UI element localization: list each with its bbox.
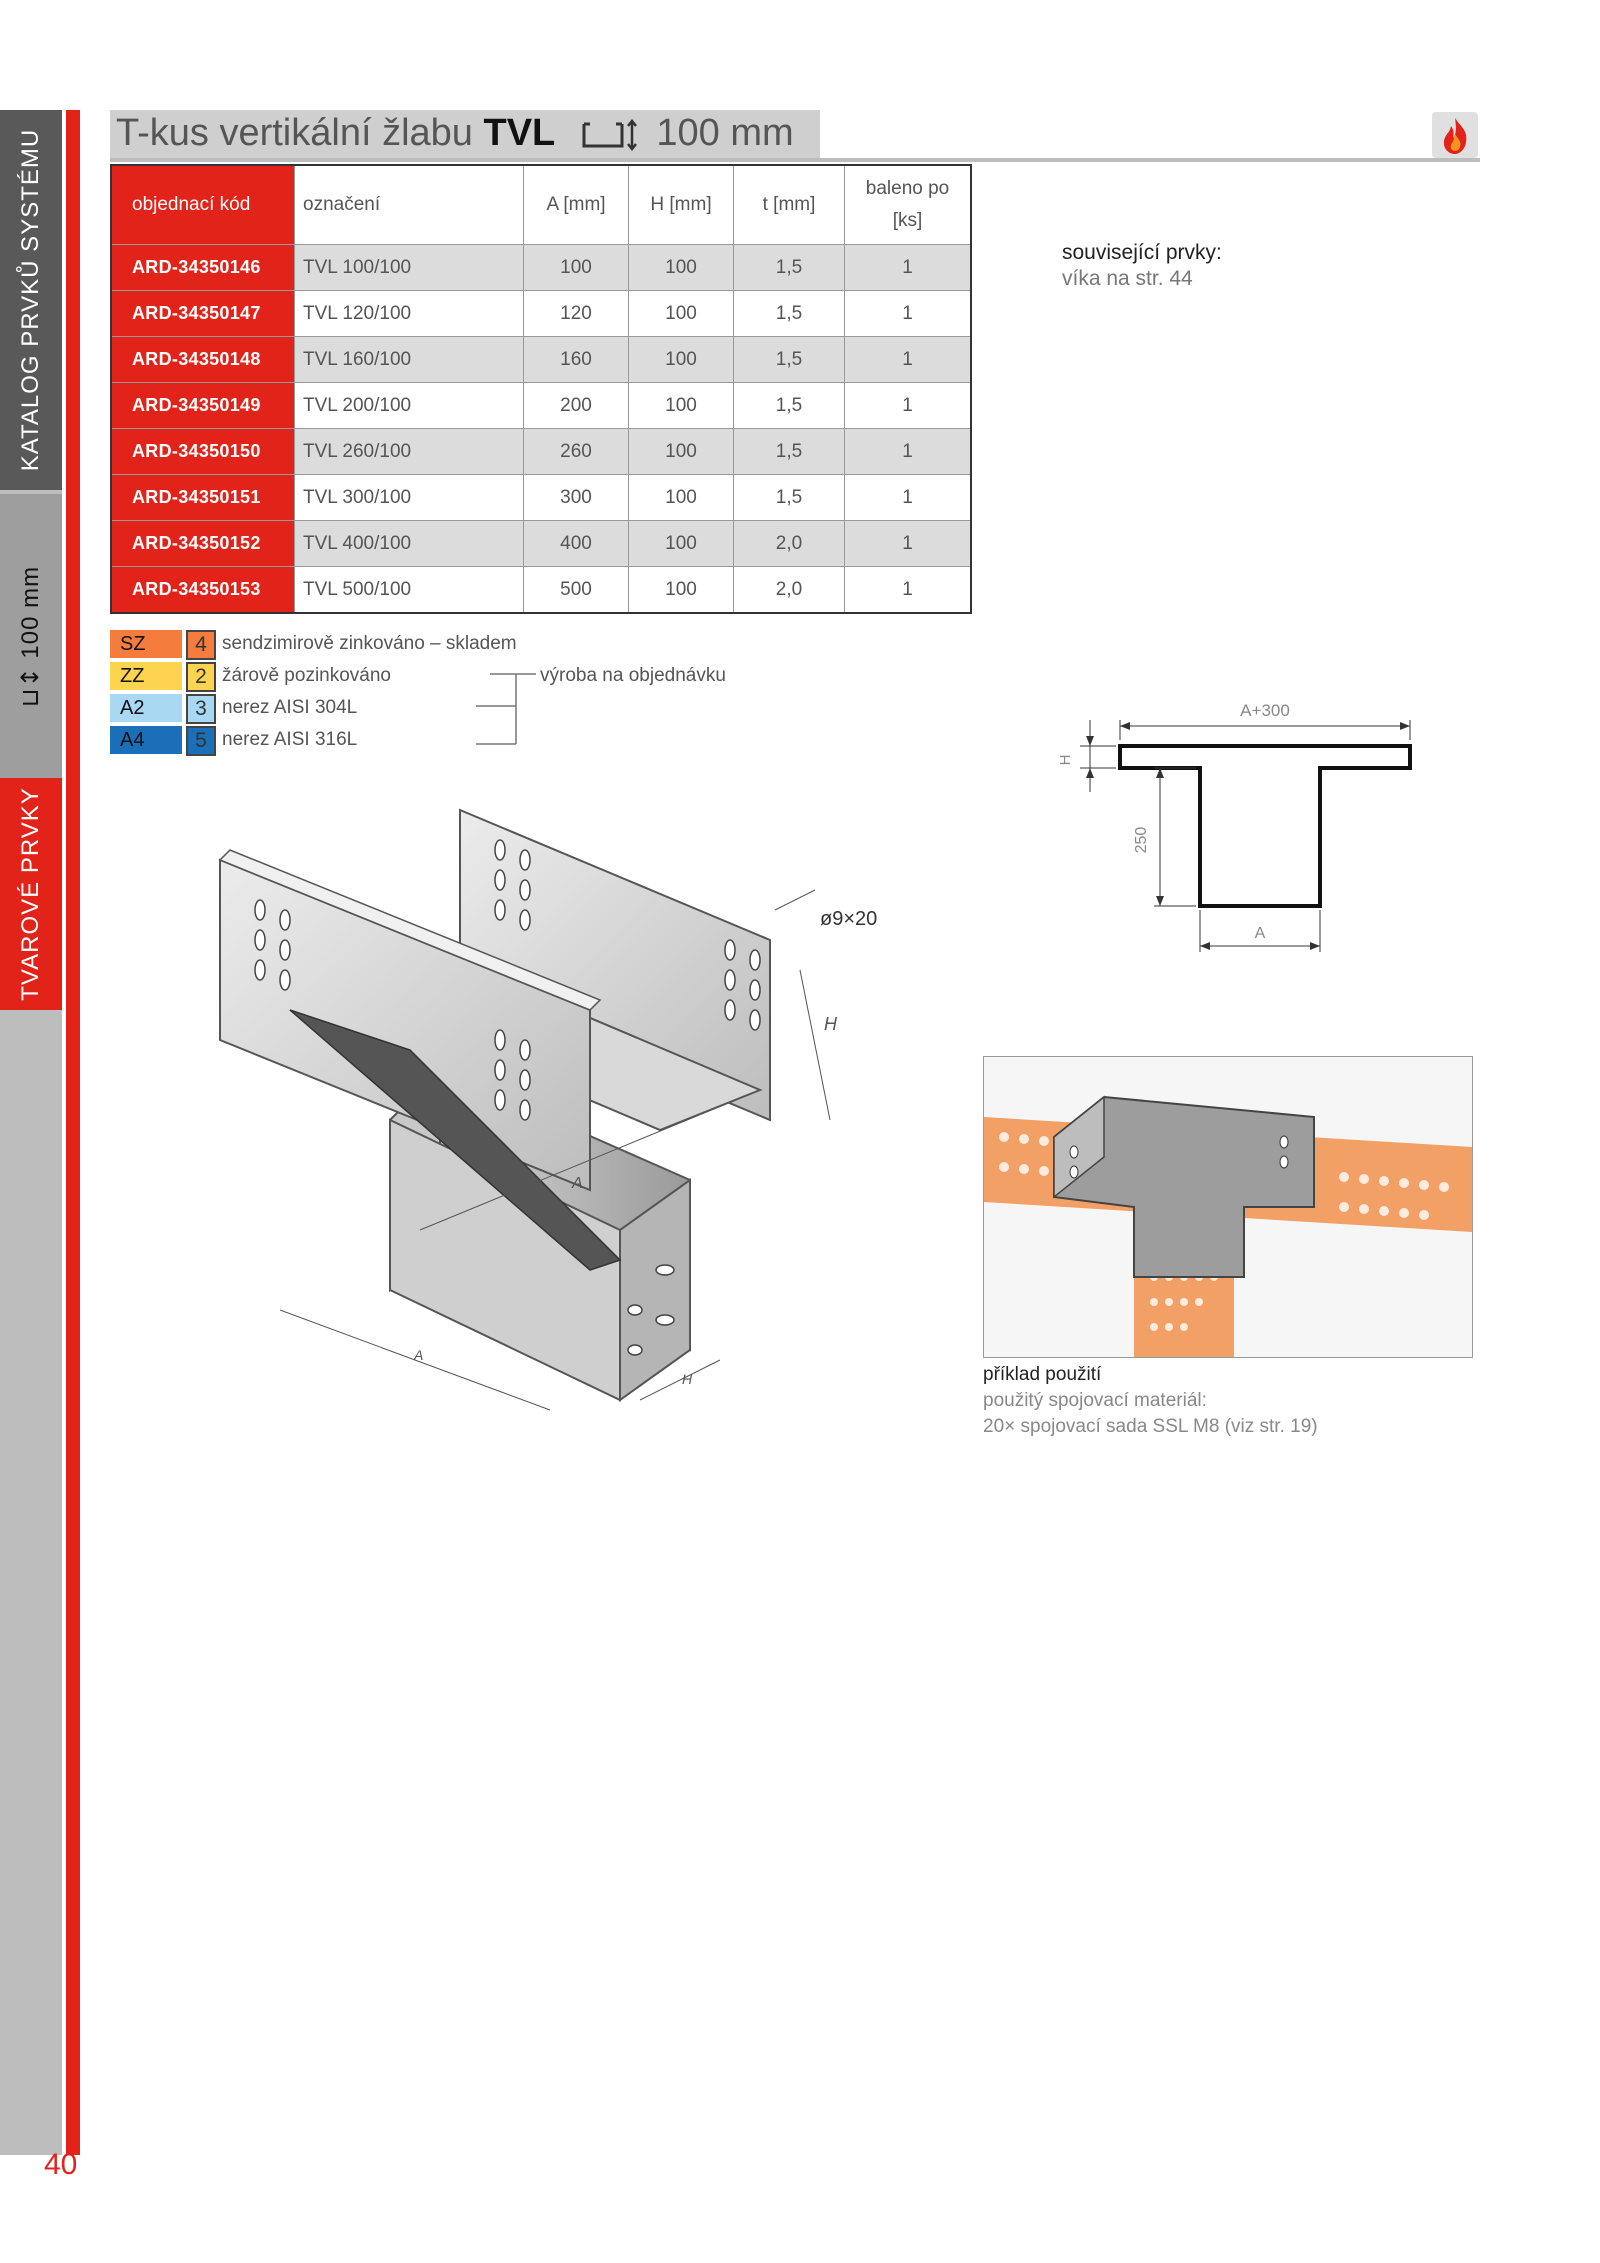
related-label: související prvky: bbox=[1062, 241, 1222, 264]
cell-name: TVL 300/100 bbox=[295, 475, 524, 521]
header-pack bbox=[845, 165, 972, 245]
sidebar-section-height[interactable] bbox=[0, 494, 62, 778]
cell-a: 120 bbox=[524, 291, 629, 337]
table-row bbox=[111, 429, 971, 475]
legend-number: 4 bbox=[186, 630, 216, 660]
usage-material-value: 20× spojovací sada SSL M8 (viz str. 19) bbox=[983, 1416, 1318, 1437]
cell-a: 100 bbox=[524, 245, 629, 291]
iso-dim-h: H bbox=[824, 1014, 837, 1034]
cell-t: 2,0 bbox=[734, 567, 845, 614]
cell-t: 1,5 bbox=[734, 291, 845, 337]
cell-t: 1,5 bbox=[734, 245, 845, 291]
dim-branch-length: 250 bbox=[1133, 826, 1150, 854]
legend-code: ZZ bbox=[110, 662, 182, 690]
page-title bbox=[116, 112, 794, 155]
related-link[interactable]: víka na str. 44 bbox=[1062, 267, 1193, 290]
cell-name: TVL 400/100 bbox=[295, 521, 524, 567]
tee-piece-drawing bbox=[200, 790, 960, 1430]
table-row bbox=[111, 475, 971, 521]
cell-h: 100 bbox=[629, 521, 734, 567]
title-height: 100 mm bbox=[656, 112, 794, 154]
sidebar-section-catalog[interactable] bbox=[0, 110, 62, 490]
legend-text: nerez AISI 304L bbox=[222, 697, 358, 718]
cell-a: 160 bbox=[524, 337, 629, 383]
table-header-row bbox=[111, 165, 971, 245]
legend-number: 2 bbox=[186, 662, 216, 692]
header-pack-line1: baleno po bbox=[865, 178, 950, 199]
legend-order-note: výroba na objednávku bbox=[540, 665, 726, 686]
cell-t: 2,0 bbox=[734, 521, 845, 567]
tray-height-icon bbox=[582, 118, 640, 152]
cell-name: TVL 260/100 bbox=[295, 429, 524, 475]
table-row bbox=[111, 337, 971, 383]
cell-code: ARD-34350153 bbox=[111, 567, 295, 614]
iso-dim-a: A bbox=[572, 1175, 583, 1192]
header-order-code: objednací kód bbox=[111, 165, 295, 245]
cell-code: ARD-34350147 bbox=[111, 291, 295, 337]
cell-a: 400 bbox=[524, 521, 629, 567]
cell-t: 1,5 bbox=[734, 337, 845, 383]
hole-spec-label: ø9×20 bbox=[820, 908, 878, 930]
cell-code: ARD-34350150 bbox=[111, 429, 295, 475]
table-row bbox=[111, 383, 971, 429]
legend-text: nerez AISI 316L bbox=[222, 729, 358, 750]
cell-name: TVL 500/100 bbox=[295, 567, 524, 614]
dimension-diagram bbox=[1050, 680, 1430, 960]
legend-number: 5 bbox=[186, 726, 216, 756]
cell-name: TVL 100/100 bbox=[295, 245, 524, 291]
cell-code: ARD-34350151 bbox=[111, 475, 295, 521]
sidebar-section-height-text bbox=[17, 565, 46, 706]
cell-pack: 1 bbox=[845, 337, 972, 383]
legend-text: sendzimirově zinkováno – skladem bbox=[222, 633, 517, 654]
cell-pack: 1 bbox=[845, 429, 972, 475]
cell-h: 100 bbox=[629, 429, 734, 475]
sidebar-section-active[interactable] bbox=[0, 778, 62, 1010]
cell-h: 100 bbox=[629, 245, 734, 291]
legend-code: A2 bbox=[110, 694, 182, 722]
sidebar-section-active-label: TVAROVÉ PRVKY bbox=[17, 787, 45, 1001]
table-row bbox=[111, 291, 971, 337]
header-designation: označení bbox=[295, 165, 524, 245]
page-number: 40 bbox=[44, 2148, 78, 2181]
cell-code: ARD-34350149 bbox=[111, 383, 295, 429]
cell-h: 100 bbox=[629, 383, 734, 429]
legend-code: A4 bbox=[110, 726, 182, 754]
cell-pack: 1 bbox=[845, 245, 972, 291]
cell-t: 1,5 bbox=[734, 429, 845, 475]
usage-example-illustration bbox=[984, 1057, 1472, 1357]
cell-h: 100 bbox=[629, 337, 734, 383]
table-row bbox=[111, 245, 971, 291]
cell-pack: 1 bbox=[845, 567, 972, 614]
table-row bbox=[111, 567, 971, 614]
cell-t: 1,5 bbox=[734, 383, 845, 429]
sidebar-section-catalog-label: KATALOG PRVKŮ SYSTÉMU bbox=[17, 128, 45, 472]
header-t: t [mm] bbox=[734, 165, 845, 245]
fire-resistance-icon bbox=[1432, 112, 1478, 158]
cell-a: 260 bbox=[524, 429, 629, 475]
title-prefix: T-kus vertikální žlabu bbox=[116, 112, 473, 154]
table-row bbox=[111, 521, 971, 567]
cell-code: ARD-34350148 bbox=[111, 337, 295, 383]
cell-name: TVL 120/100 bbox=[295, 291, 524, 337]
dim-branch-width: A bbox=[1254, 925, 1266, 942]
dim-height: H bbox=[1057, 754, 1074, 766]
usage-example-photo bbox=[983, 1056, 1473, 1358]
title-underline bbox=[110, 158, 1480, 162]
title-code: TVL bbox=[483, 112, 556, 154]
header-h: H [mm] bbox=[629, 165, 734, 245]
legend-text: žárově pozinkováno bbox=[222, 665, 391, 686]
cell-pack: 1 bbox=[845, 383, 972, 429]
cell-t: 1,5 bbox=[734, 475, 845, 521]
cell-code: ARD-34350146 bbox=[111, 245, 295, 291]
usage-caption bbox=[983, 1362, 1318, 1440]
usage-material-label: použitý spojovací materiál: bbox=[983, 1390, 1207, 1411]
tray-height-icon: ⊔↕ bbox=[16, 665, 45, 707]
cell-a: 200 bbox=[524, 383, 629, 429]
cell-name: TVL 200/100 bbox=[295, 383, 524, 429]
product-table bbox=[110, 164, 972, 614]
usage-label: příklad použití bbox=[983, 1364, 1102, 1385]
header-pack-line2: [ks] bbox=[892, 210, 923, 231]
cell-a: 300 bbox=[524, 475, 629, 521]
cell-code: ARD-34350152 bbox=[111, 521, 295, 567]
iso-dim-h-bottom: H bbox=[682, 1371, 693, 1387]
cell-h: 100 bbox=[629, 567, 734, 614]
legend-bracket bbox=[470, 668, 540, 754]
cell-name: TVL 160/100 bbox=[295, 337, 524, 383]
dim-top-width: A+300 bbox=[1240, 701, 1290, 720]
cell-pack: 1 bbox=[845, 521, 972, 567]
cell-h: 100 bbox=[629, 475, 734, 521]
cell-h: 100 bbox=[629, 291, 734, 337]
legend-code: SZ bbox=[110, 630, 182, 658]
header-a: A [mm] bbox=[524, 165, 629, 245]
related-items bbox=[1062, 240, 1222, 292]
sidebar-accent-line bbox=[66, 110, 80, 2155]
cell-pack: 1 bbox=[845, 475, 972, 521]
legend-number: 3 bbox=[186, 694, 216, 724]
sidebar-section-height-label: 100 mm bbox=[17, 565, 45, 659]
cell-pack: 1 bbox=[845, 291, 972, 337]
iso-dim-a-bottom: A bbox=[414, 1347, 424, 1363]
cell-a: 500 bbox=[524, 567, 629, 614]
